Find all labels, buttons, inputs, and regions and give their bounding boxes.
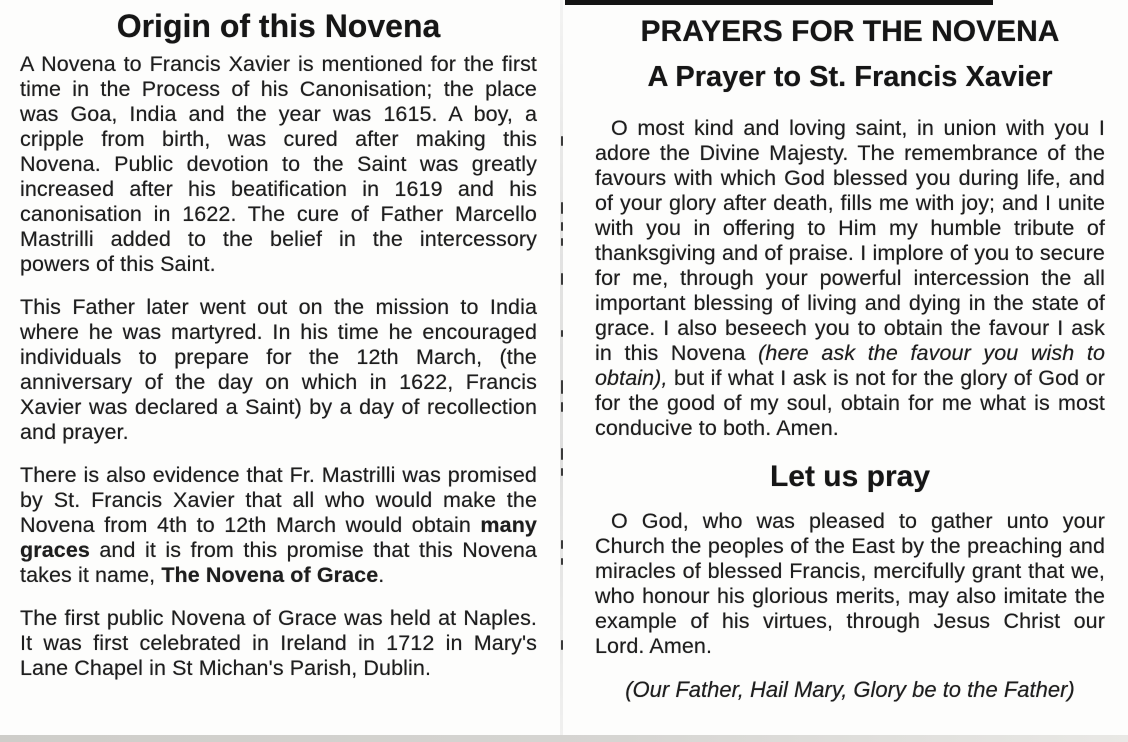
text-run: There is also evidence that Fr. Mastrilli was promised by St. Francis Xavier that all who would make the Novena from 4th to 12th March would obtain — [20, 463, 537, 537]
right-page-title: PRAYERS FOR THE NOVENA — [640, 15, 1060, 48]
right-page — [565, 0, 1128, 742]
text-run: A Novena to Francis Xavier is mentioned for the first time in the Process of his Canonisation; the place was Goa, India and the year was 1615. A boy, a cripple from birth, was cured after making this Novena. Public devotion to the Saint was greatly increased after his beatification in 1619 and his canonisation in 1622. The cure of Father Marcello Mastrilli added to the belief in the intercessory powers of this Saint. — [20, 52, 537, 276]
fold-dash-mark — [561, 558, 563, 565]
let-us-pray-heading: Let us pray — [769, 460, 931, 493]
fold-dash-mark — [561, 222, 563, 231]
left-paragraph-promise — [20, 463, 537, 588]
text-run: The first public Novena of Grace was held at Naples. It was first celebrated in Ireland in 1712 in Mary's Lane Chapel in St Michan's Parish, Dublin. — [20, 606, 537, 680]
fold-dash-mark — [561, 540, 563, 549]
left-paragraph-first-public-novena — [20, 606, 537, 681]
left-paragraph-origin — [20, 52, 537, 277]
center-fold-crease — [560, 0, 563, 742]
fold-dash-mark — [561, 330, 563, 337]
prayer-to-st-francis-xavier — [595, 116, 1105, 441]
collect-prayer — [595, 509, 1105, 659]
left-page — [0, 0, 560, 742]
text-run: The Novena of Grace — [161, 563, 379, 587]
fold-dash-mark — [561, 402, 563, 412]
text-run: O most kind and loving saint, in union with you I adore the Divine Majesty. The remembrance of the favours with which God blessed you during life, and of your glory after death, fills me with joy; and I unite with you in offering to Him my humble tribute of thanksgiving and of praise. I implore of you to secure for me, through your powerful intercession the all important blessing of living and dying in the state of grace. I also beseech you to obtain the favour I ask in this Novena — [595, 116, 1105, 365]
closing-prayers-note: (Our Father, Hail Mary, Glory be to the Father) — [625, 677, 1075, 702]
fold-dash-mark — [561, 640, 563, 650]
fold-dash-mark — [561, 380, 563, 394]
text-run: but if what I ask is not for the glory of God or for the good of my soul, obtain for me what is most conducive to both. Amen. — [595, 366, 1105, 440]
text-run: (here ask the favour you wish to obtain), — [595, 341, 1106, 390]
text-run: many graces — [20, 513, 537, 562]
left-page-title: Origin of this Novena — [116, 8, 441, 44]
text-run: . — [378, 563, 385, 587]
fold-dash-mark — [561, 238, 563, 246]
fold-dash-mark — [561, 468, 563, 476]
left-paragraph-mission — [20, 295, 537, 445]
fold-dash-mark — [561, 273, 563, 285]
fold-dash-mark — [561, 136, 563, 146]
text-run: and it is from this promise that this Novena takes it name, — [20, 538, 537, 587]
scan-edge-artifact-bottom — [0, 735, 1128, 742]
fold-dash-mark — [561, 448, 563, 460]
text-run: O God, who was pleased to gather unto your Church the peoples of the East by the preaching and miracles of blessed Francis, mercifully grant that we, who honour his glorious merits, may also imitate the example of his virtues, through Jesus Christ our Lord. Amen. — [595, 509, 1105, 658]
fold-dash-mark — [561, 202, 563, 214]
right-page-subtitle: A Prayer to St. Francis Xavier — [647, 61, 1053, 93]
text-run: This Father later went out on the mission to India where he was martyred. In his time he encouraged individuals to prepare for the 12th March, (the anniversary of the day on which in 1622, Francis Xavier was declared a Saint) by a day of recollection and prayer. — [20, 295, 537, 444]
